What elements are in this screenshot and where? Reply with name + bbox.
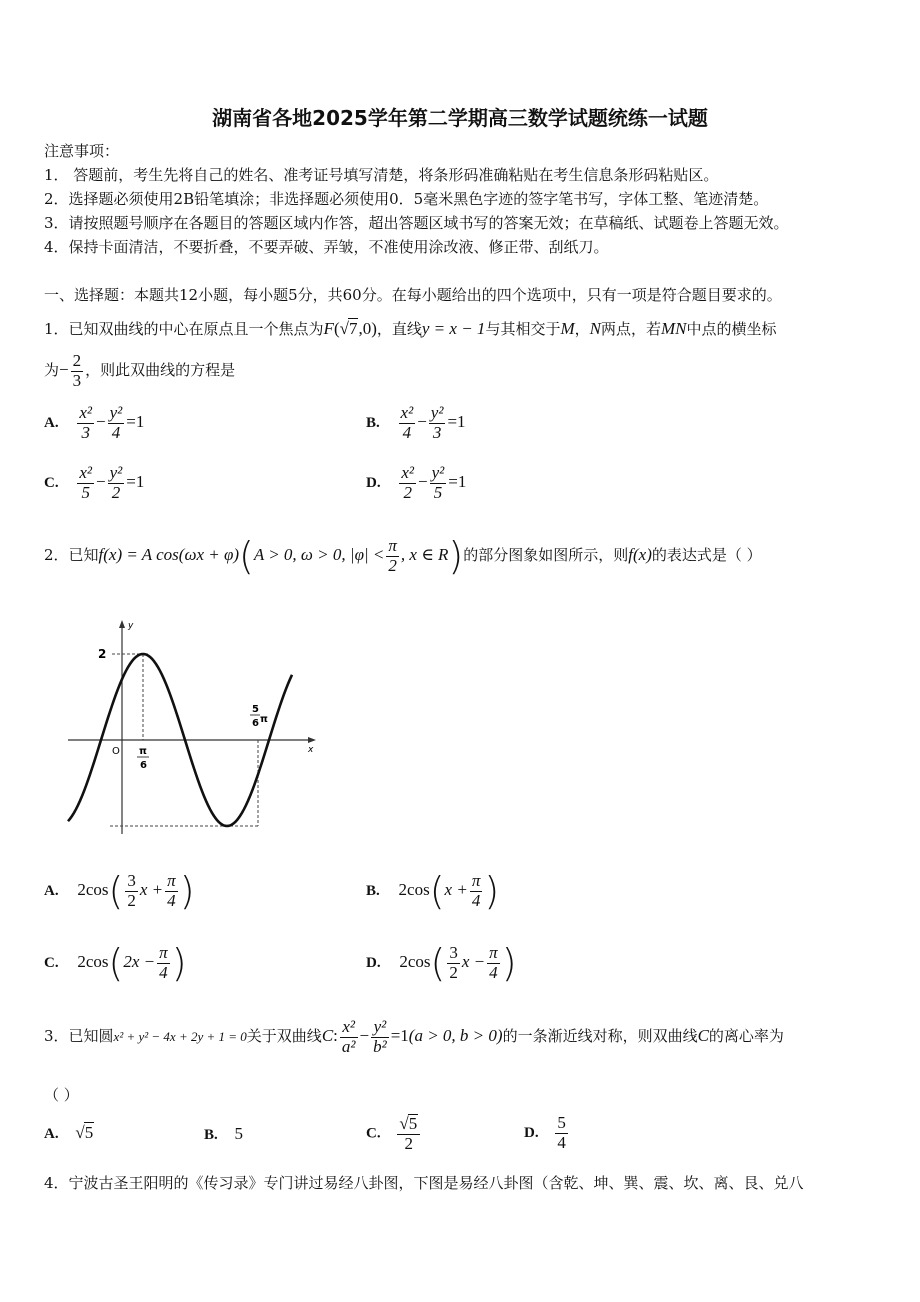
q2-fx: f(x) bbox=[628, 545, 652, 565]
option-label: C. bbox=[44, 955, 59, 972]
frac-num: x² bbox=[400, 403, 414, 422]
frac-num: x² bbox=[401, 463, 415, 482]
tick-5pi6-pi: π bbox=[260, 714, 268, 725]
option-func: 2cos bbox=[399, 952, 431, 972]
equation-rhs: =1 bbox=[126, 412, 145, 432]
frac-den: 2 bbox=[403, 482, 412, 502]
q3-condition: (a > 0, b > 0) bbox=[408, 1026, 503, 1046]
q1-text: ， bbox=[574, 320, 590, 338]
frac-num: π bbox=[388, 536, 397, 555]
question-1-line-2 bbox=[44, 352, 235, 390]
option-label: A. bbox=[44, 1126, 59, 1142]
frac-num: π bbox=[159, 943, 168, 962]
y-axis-arrow bbox=[119, 620, 125, 628]
y-axis-label: y bbox=[128, 621, 134, 631]
frac-num: x² bbox=[340, 1018, 358, 1038]
q1-frac-den: 3 bbox=[72, 370, 82, 390]
q3-text: 的一条渐近线对称，则双曲线 bbox=[502, 1027, 698, 1046]
q2-function-graph bbox=[60, 612, 330, 844]
q3-option-a[interactable]: A. √5 bbox=[44, 1123, 94, 1142]
option-mid: x − bbox=[461, 952, 486, 972]
q3-text: 关于双曲线 bbox=[246, 1027, 322, 1046]
frac-num: y² bbox=[109, 403, 123, 422]
tick-5pi6-num: 5 bbox=[252, 704, 259, 715]
option-label: B. bbox=[366, 415, 380, 432]
option-label: C. bbox=[366, 1125, 381, 1142]
frac-num: y² bbox=[431, 463, 445, 482]
q1-line-equation: y = x − 1 bbox=[421, 319, 486, 338]
q3-hyperbola-c: C bbox=[697, 1026, 709, 1046]
q3-option-b[interactable] bbox=[204, 1124, 243, 1144]
frac-den: a² bbox=[341, 1036, 356, 1056]
q2-text: 的部分图象如图所示，则 bbox=[463, 546, 629, 565]
tick-5pi6-den: 6 bbox=[252, 718, 259, 729]
q1-option-a[interactable]: A. $\frac{\text{x²}}{3}$ − $\frac{\text{y²}}{4}$ =1 bbox=[44, 403, 145, 442]
option-value: 5 bbox=[84, 1123, 94, 1142]
q1-text: 与其相交于 bbox=[485, 320, 561, 338]
frac-den: 2 bbox=[404, 1133, 414, 1153]
option-mid: x + bbox=[139, 880, 164, 900]
q2-condition-domain: , x ∈ R bbox=[400, 545, 449, 565]
q2-option-d[interactable]: D. 2cos( $\frac{3}{2}$ x − $\frac{\pi}{4}$ ) bbox=[366, 941, 517, 986]
frac-den: 5 bbox=[433, 482, 443, 502]
frac-num: π bbox=[489, 943, 498, 962]
frac-den: 4 bbox=[167, 890, 176, 910]
frac-den: 4 bbox=[111, 422, 121, 442]
q1-option-d[interactable]: D. $\frac{\text{x²}}{2}$ − $\frac{\text{y²}}{5}$ =1 bbox=[366, 463, 467, 502]
frac-den: 4 bbox=[557, 1132, 566, 1152]
q3-equals: =1 bbox=[390, 1026, 409, 1046]
x-axis-label: x bbox=[308, 745, 314, 755]
q3-hyperbola-c: C bbox=[321, 1026, 334, 1046]
option-mid: 2x − bbox=[123, 952, 156, 972]
q1-focus-rest: ,0) bbox=[358, 319, 377, 338]
frac-num: y² bbox=[430, 403, 444, 422]
q1-segment-mn: MN bbox=[661, 319, 687, 338]
q1-text: 为 bbox=[44, 361, 60, 380]
tick-pi6-num: π bbox=[139, 746, 147, 757]
equation-rhs: =1 bbox=[126, 472, 145, 492]
question-4-stem: 4．宁波古圣王阳明的《传习录》专门讲过易经八卦图，下图是易经八卦图（含乾、坤、巽、震、坎、离、艮、兑八 bbox=[44, 1174, 804, 1192]
q3-circle-equation: x² + y² − 4x + 2y + 1 = 0 bbox=[113, 1029, 247, 1045]
frac-den: 3 bbox=[81, 422, 90, 442]
notice-item: 3．请按照题号顺序在各题目的答题区域内作答，超出答题区域书写的答案无效；在草稿纸、试题卷上答题无效。 bbox=[44, 214, 789, 232]
notice-item: 1． 答题前，考生先将自己的姓名、准考证号填写清楚，将条形码准确粘贴在考生信息条形码粘贴区。 bbox=[44, 166, 719, 184]
q2-text: 2．已知 bbox=[44, 546, 99, 565]
q3-minus: − bbox=[359, 1026, 370, 1046]
option-label: D. bbox=[366, 475, 381, 492]
option-label: C. bbox=[44, 475, 59, 492]
frac-num: 5 bbox=[557, 1113, 566, 1132]
q1-frac-num: 2 bbox=[72, 351, 82, 370]
frac-num: 3 bbox=[127, 871, 136, 890]
question-1-line-1: 1．已知双曲线的中心在原点且一个焦点为F(√7,0)，直线y = x − 1与其相交于M，N两点，若MN中点的横坐标 bbox=[44, 319, 777, 338]
frac-num: x² bbox=[79, 403, 93, 422]
option-func: 2cos bbox=[77, 880, 109, 900]
section-heading: 一、选择题：本题共12小题，每小题5分，共60分。在每小题给出的四个选项中，只有一项是符合题目要求的。 bbox=[44, 286, 782, 304]
q1-option-c[interactable]: C. $\frac{\text{x²}}{5}$ − $\frac{\text{y²}}{2}$ =1 bbox=[44, 463, 145, 502]
frac-num: y² bbox=[109, 463, 123, 482]
q1-text: 两点，若 bbox=[600, 320, 661, 338]
option-value: 5 bbox=[234, 1124, 244, 1143]
frac-den: 2 bbox=[111, 482, 121, 502]
frac-den: 3 bbox=[432, 422, 442, 442]
option-label: A. bbox=[44, 415, 59, 432]
q1-text: 1．已知双曲线的中心在原点且一个焦点为 bbox=[44, 320, 324, 338]
q1-focus-f: F bbox=[323, 319, 334, 338]
frac-num: π bbox=[167, 871, 176, 890]
equation-rhs: =1 bbox=[447, 412, 466, 432]
equation-rhs: =1 bbox=[448, 472, 467, 492]
frac-num: π bbox=[471, 871, 481, 890]
frac-num: 5 bbox=[408, 1114, 418, 1133]
q2-text: 的表达式是（ ） bbox=[651, 546, 762, 565]
q3-answer-paren: （ ） bbox=[44, 1086, 79, 1104]
origin-label: O bbox=[112, 746, 120, 757]
option-func: 2cos bbox=[77, 952, 109, 972]
q3-option-c[interactable]: C. $\frac{√5}{2}$ bbox=[366, 1114, 422, 1153]
question-2-stem: 2．已知f(x) = A cos(ωx + φ)(A > 0, ω > 0, |φ| < $\frac{\pi}{2}$ , x ∈ R)的部分图象如图所示，则f(x)的表达式是（ ） bbox=[44, 534, 762, 579]
q2-option-a[interactable]: A. 2cos( $\frac{3}{2}$ x + $\frac{\pi}{4}$ ) bbox=[44, 869, 195, 914]
x-axis-arrow bbox=[308, 737, 316, 743]
frac-den: 2 bbox=[388, 555, 397, 575]
q1-text: ，则此双曲线的方程是 bbox=[85, 361, 236, 380]
option-label: B. bbox=[366, 883, 380, 900]
notice-item: 2．选择题必须使用2B铅笔填涂；非选择题必须使用0．5毫米黑色字迹的签字笔书写，字体工整、笔迹清楚。 bbox=[44, 190, 769, 208]
q2-option-c[interactable]: C. 2cos(2x − $\frac{\pi}{4}$ ) bbox=[44, 941, 187, 986]
q1-fraction bbox=[71, 352, 84, 390]
q2-condition: A > 0, ω > 0, |φ| < bbox=[253, 545, 385, 565]
option-label: D. bbox=[366, 955, 381, 972]
q1-option-b[interactable]: B. $\frac{\text{x²}}{4}$ − $\frac{\text{y²}}{3}$ =1 bbox=[366, 403, 466, 442]
q3-colon: : bbox=[333, 1026, 338, 1046]
q3-text: 3．已知圆 bbox=[44, 1027, 114, 1046]
q1-text: ，直线 bbox=[376, 320, 422, 338]
frac-den: 4 bbox=[402, 422, 412, 442]
frac-den: 4 bbox=[471, 890, 481, 910]
frac-num: x² bbox=[79, 463, 93, 482]
q1-focus-open: ( bbox=[333, 319, 340, 338]
option-label: D. bbox=[524, 1125, 539, 1142]
q1-point-m: M bbox=[560, 319, 575, 338]
frac-num: 3 bbox=[449, 943, 458, 962]
option-label: B. bbox=[204, 1127, 218, 1143]
option-func: 2cos bbox=[398, 880, 430, 900]
q1-point-n: N bbox=[589, 319, 601, 338]
frac-den: 5 bbox=[81, 482, 90, 502]
frac-den: b² bbox=[373, 1036, 387, 1056]
question-3-stem bbox=[44, 1018, 784, 1056]
q2-option-b[interactable]: B. 2cos(x + $\frac{\pi}{4}$ ) bbox=[366, 869, 500, 914]
notice-item: 4．保持卡面清洁，不要折叠，不要弄破、弄皱，不准使用涂改液、修正带、刮纸刀。 bbox=[44, 238, 609, 256]
q3-option-d[interactable] bbox=[524, 1114, 570, 1152]
frac-den: 4 bbox=[159, 962, 168, 982]
tick-label-2: 2 bbox=[98, 647, 107, 661]
notice-heading: 注意事项： bbox=[44, 142, 120, 160]
page-title: 湖南省各地2025学年第二学期高三数学试题统练一试题 bbox=[212, 106, 708, 130]
frac-num: y² bbox=[371, 1018, 389, 1038]
option-mid: x + bbox=[444, 880, 468, 900]
q1-minus: − bbox=[59, 360, 69, 380]
frac-den: 2 bbox=[127, 890, 136, 910]
q1-text: 中点的横坐标 bbox=[686, 320, 777, 338]
q3-text: 的离心率为 bbox=[708, 1027, 784, 1046]
frac-den: 2 bbox=[449, 962, 458, 982]
q2-function: f(x) = A cos(ωx + φ) bbox=[98, 545, 240, 565]
tick-pi6-den: 6 bbox=[140, 760, 147, 771]
q1-focus-radicand: 7 bbox=[348, 319, 358, 338]
frac-den: 4 bbox=[489, 962, 498, 982]
option-label: A. bbox=[44, 883, 59, 900]
